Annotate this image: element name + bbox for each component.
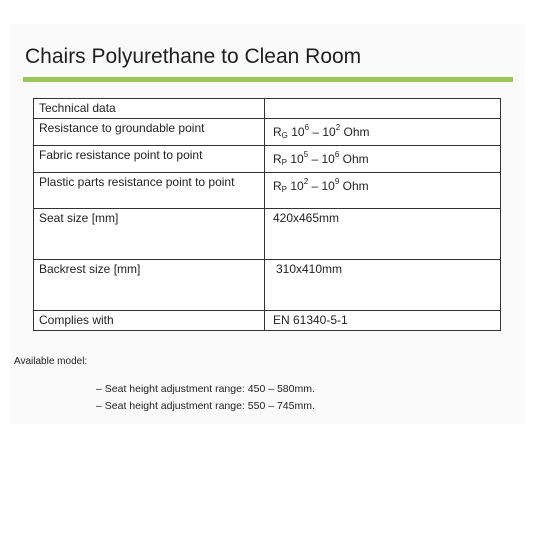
table-cell-value: 310x410mm: [264, 260, 500, 311]
available-models-list: [96, 381, 315, 415]
table-cell-label: Seat size [mm]: [34, 209, 265, 260]
page-title: Chairs Polyurethane to Clean Room: [25, 45, 362, 68]
table-row: [34, 260, 501, 311]
technical-data-table: [33, 98, 501, 331]
table-cell-label: Complies with: [34, 311, 265, 331]
table-cell-value: 420x465mm: [264, 209, 500, 260]
table-cell-label: Backrest size [mm]: [34, 260, 265, 311]
list-item: – Seat height adjustment range: 550 – 745mm.: [96, 400, 315, 412]
table-cell-value: EN 61340-5-1: [264, 311, 500, 331]
table-cell-value: [264, 99, 500, 119]
table-cell-label: Plastic parts resistance point to point: [34, 173, 265, 209]
table-cell-label: Technical data: [34, 99, 265, 119]
table-cell-value: $R_G$ $10^6 - 10^2$ Ohm: [264, 119, 500, 146]
table-row: [34, 173, 501, 209]
table-row: [34, 311, 501, 331]
table-row: [34, 209, 501, 260]
table-row: [34, 146, 501, 173]
table-cell-label: Fabric resistance point to point: [34, 146, 265, 173]
list-item: – Seat height adjustment range: 450 – 580mm.: [96, 383, 315, 395]
title-underline: [23, 77, 513, 82]
table-cell-value: $R_P$ $10^5 - 10^6$ Ohm: [264, 146, 500, 173]
available-models-heading: Available model:: [14, 356, 88, 367]
table-row: [34, 99, 501, 119]
table-row: [34, 119, 501, 146]
table-cell-value: $R_P$ $10^2 - 10^9$ Ohm: [264, 173, 500, 209]
table-cell-label: Resistance to groundable point: [34, 119, 265, 146]
